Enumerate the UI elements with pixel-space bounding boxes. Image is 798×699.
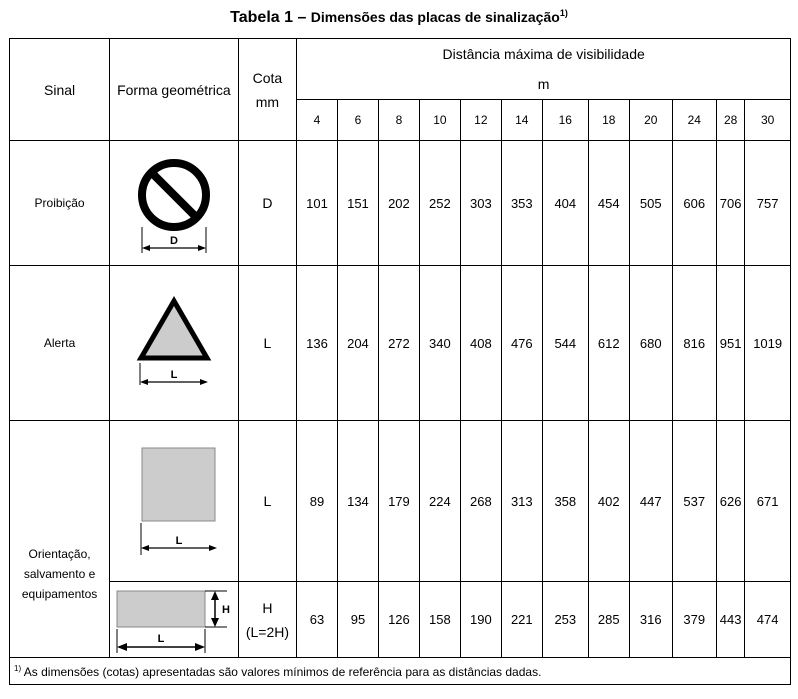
value-cell: 379 <box>672 582 717 658</box>
value-cell: 126 <box>379 582 419 658</box>
caption-dash: – <box>293 9 311 26</box>
value-cell: 158 <box>419 582 460 658</box>
row-label-line: Orientação, <box>28 547 91 561</box>
value-cell: 340 <box>419 266 460 421</box>
cota-cell: D <box>238 141 297 266</box>
row-label-line: equipamentos <box>21 587 98 601</box>
value-cell: 757 <box>745 141 791 266</box>
value-cell: 224 <box>419 421 460 582</box>
header-cota <box>238 39 297 141</box>
value-cell: 316 <box>630 582 672 658</box>
caption-footnote-mark: 1) <box>559 8 568 18</box>
distance-header: 10 <box>419 100 460 141</box>
footnote <box>10 658 791 685</box>
caption-text: Dimensões das placas de sinalização <box>310 9 560 25</box>
header-distancia-label: Distância máxima de visibilidade <box>442 46 645 62</box>
value-cell: 680 <box>630 266 672 421</box>
value-cell: 190 <box>461 582 501 658</box>
row-label-line: salvamento e <box>23 567 96 581</box>
value-cell: 402 <box>588 421 629 582</box>
distance-header: 4 <box>297 100 337 141</box>
value-cell: 505 <box>630 141 672 266</box>
value-cell: 706 <box>717 141 745 266</box>
value-cell: 95 <box>337 582 378 658</box>
cota-h: H <box>262 599 273 616</box>
value-cell: 358 <box>543 421 589 582</box>
row-label-orientacao <box>10 421 110 658</box>
value-cell: 474 <box>745 582 791 658</box>
value-cell: 404 <box>543 141 589 266</box>
distance-header: 30 <box>745 100 791 141</box>
header-sinal: Sinal <box>10 39 110 141</box>
value-cell: 136 <box>297 266 337 421</box>
value-cell: 89 <box>297 421 337 582</box>
square-sign-icon <box>129 443 219 559</box>
footnote-mark: 1) <box>14 663 22 673</box>
value-cell: 612 <box>588 266 629 421</box>
value-cell: 951 <box>717 266 745 421</box>
distance-header: 6 <box>337 100 378 141</box>
distance-header: 16 <box>543 100 589 141</box>
row-label-proibicao: Proibição <box>10 141 110 266</box>
row-label-alerta: Alerta <box>10 266 110 421</box>
table-row <box>10 582 791 658</box>
distance-header: 8 <box>379 100 419 141</box>
distance-header: 14 <box>501 100 542 141</box>
value-cell: 816 <box>672 266 717 421</box>
table-caption <box>0 8 798 27</box>
cota-cell: L <box>238 421 297 582</box>
value-cell: 303 <box>461 141 501 266</box>
header-cota-unit: mm <box>255 93 280 110</box>
value-cell: 353 <box>501 141 542 266</box>
table-row <box>10 266 791 421</box>
value-cell: 454 <box>588 141 629 266</box>
value-cell: 671 <box>745 421 791 582</box>
shape-cell <box>110 421 238 582</box>
value-cell: 408 <box>461 266 501 421</box>
shape-label-l: L <box>157 632 165 645</box>
distance-header: 24 <box>672 100 717 141</box>
value-cell: 202 <box>379 141 419 266</box>
table-row <box>10 141 791 266</box>
caption-number: Tabela 1 <box>230 9 293 26</box>
value-cell: 626 <box>717 421 745 582</box>
shape-label-l: L <box>170 369 178 381</box>
header-cota-label: Cota <box>252 69 283 86</box>
shape-cell <box>110 266 238 421</box>
value-cell: 204 <box>337 266 378 421</box>
value-cell: 272 <box>379 266 419 421</box>
cota-cell <box>238 582 297 658</box>
dimensions-table <box>9 38 791 685</box>
distance-header: 20 <box>630 100 672 141</box>
value-cell: 134 <box>337 421 378 582</box>
header-forma: Forma geométrica <box>110 39 238 141</box>
value-cell: 285 <box>588 582 629 658</box>
value-cell: 63 <box>297 582 337 658</box>
table-row <box>10 421 791 582</box>
distance-header: 18 <box>588 100 629 141</box>
value-cell: 101 <box>297 141 337 266</box>
distance-header: 12 <box>461 100 501 141</box>
value-cell: 221 <box>501 582 542 658</box>
value-cell: 443 <box>717 582 745 658</box>
prohibition-sign-icon <box>129 147 219 259</box>
value-cell: 544 <box>543 266 589 421</box>
warning-triangle-icon <box>129 293 219 393</box>
value-cell: 606 <box>672 141 717 266</box>
value-cell: 253 <box>543 582 589 658</box>
value-cell: 313 <box>501 421 542 582</box>
footnote-text: As dimensões (cotas) apresentadas são valores mínimos de referência para as distâncias dadas. <box>21 664 542 679</box>
shape-label-h: H <box>221 603 230 616</box>
header-distancia-unit: m <box>537 76 550 92</box>
value-cell: 476 <box>501 266 542 421</box>
rectangle-sign-icon <box>115 585 233 655</box>
shape-label-l: L <box>175 535 183 547</box>
value-cell: 268 <box>461 421 501 582</box>
value-cell: 151 <box>337 141 378 266</box>
shape-cell <box>110 141 238 266</box>
shape-cell <box>110 582 238 658</box>
header-distancia <box>297 39 791 100</box>
cota-l-2h: (L=2H) <box>245 623 290 640</box>
value-cell: 252 <box>419 141 460 266</box>
value-cell: 1019 <box>745 266 791 421</box>
distance-header: 28 <box>717 100 745 141</box>
value-cell: 537 <box>672 421 717 582</box>
value-cell: 179 <box>379 421 419 582</box>
cota-cell: L <box>238 266 297 421</box>
value-cell: 447 <box>630 421 672 582</box>
shape-label-d: D <box>169 235 178 247</box>
